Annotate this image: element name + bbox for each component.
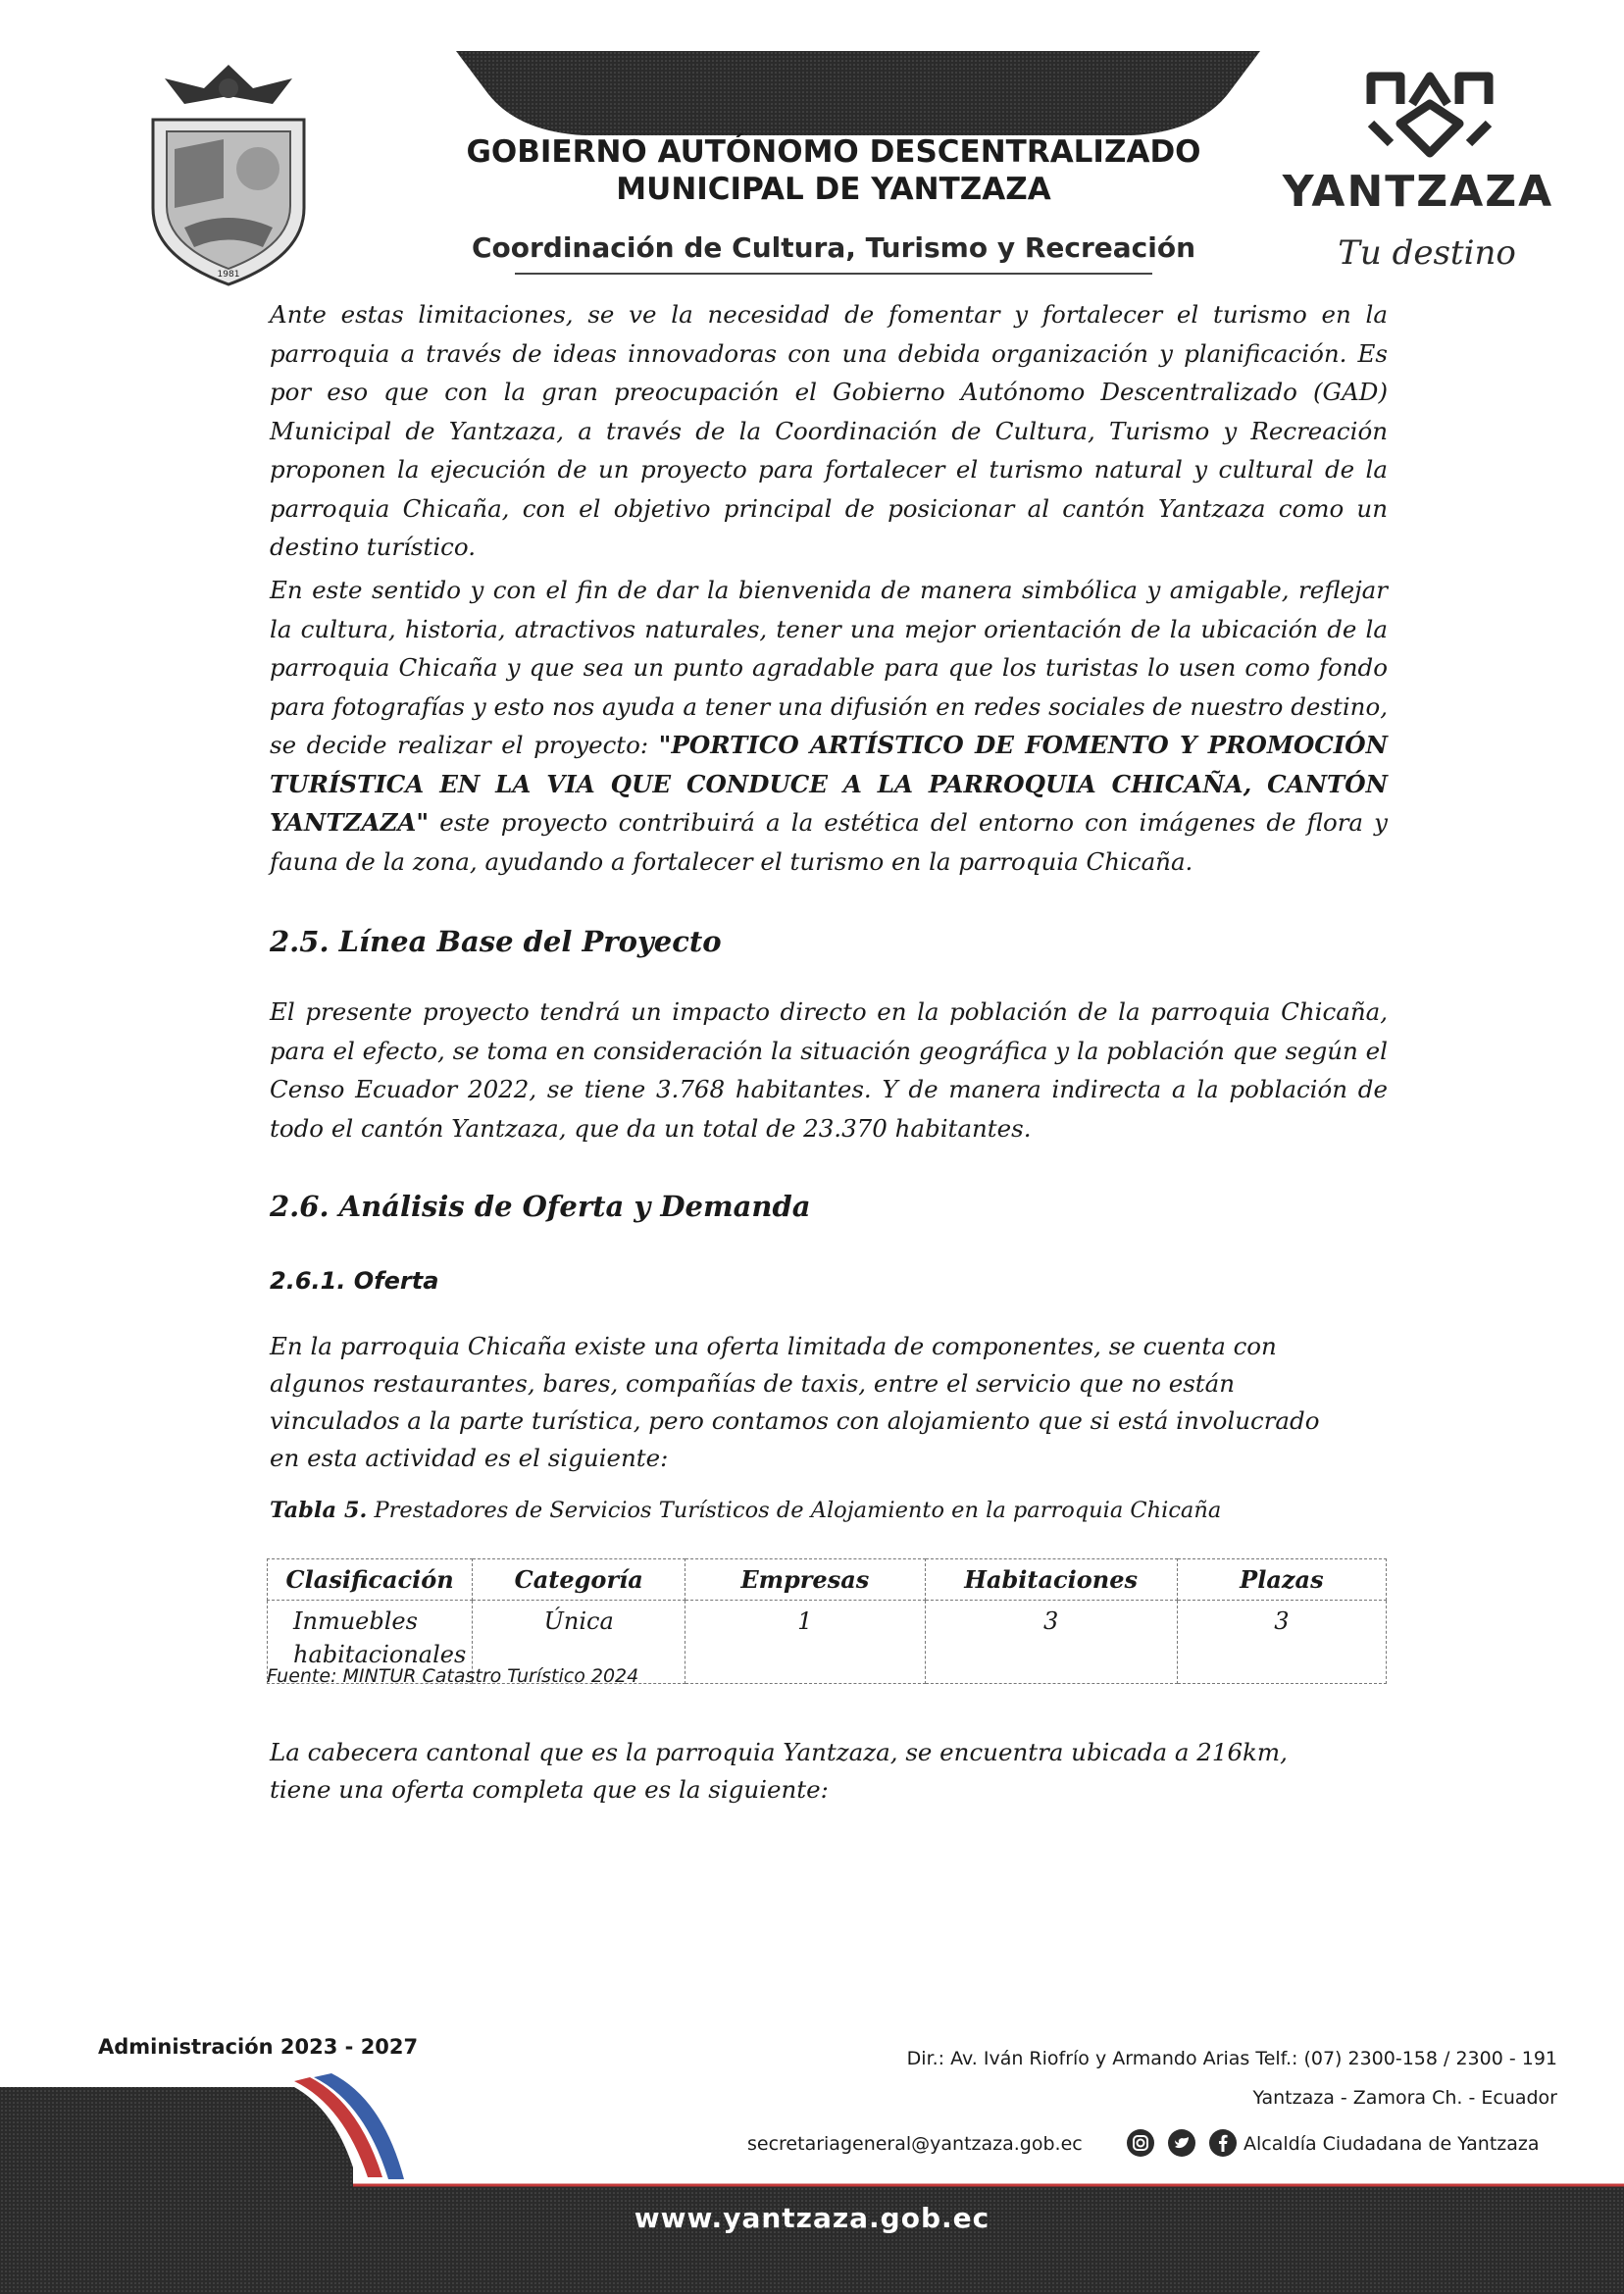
- facebook-icon[interactable]: [1208, 2128, 1238, 2158]
- header-underline: [515, 273, 1152, 275]
- footer-social-handle[interactable]: Alcaldía Ciudadana de Yantzaza: [1243, 2133, 1540, 2155]
- yantzaza-brand-icon: [1361, 65, 1498, 163]
- header-title-line2: MUNICIPAL DE YANTZAZA: [616, 172, 1051, 207]
- section-heading-2-6-1: 2.6.1. Oferta: [270, 1267, 439, 1295]
- paragraph-intro: Ante estas limitaciones, se ve la necesidad de fomentar y fortalecer el turismo en la parroquia a través de ideas innovadoras con una debida organización y planificación. Es por eso que con la gran preocupación el Gobierno Autónomo Descentralizado (GAD) Municipal de Yantzaza, a través de la Coordinación de Cultura, Turismo y Recreación proponen la ejecución de un proyecto para fortalecer el turismo natural y cultural de la parroquia Chicaña, con el objetivo principal de posicionar al cantón Yantzaza como un destino turístico.: [270, 300, 1388, 561]
- brand-wordmark: YANTZAZA: [1282, 167, 1554, 217]
- table-header-row: [268, 1559, 1387, 1601]
- table-cell-text: habitacionales: [293, 1641, 467, 1668]
- section-heading-2-5: 2.5. Línea Base del Proyecto: [270, 925, 722, 958]
- paragraph-cabecera: La cabecera cantonal que es la parroquia Yantzaza, se encuentra ubicada a 216km, tiene una oferta completa que es la siguiente:: [270, 1738, 1288, 1804]
- footer-website-link[interactable]: www.yantzaza.gob.ec: [634, 2202, 990, 2234]
- table-caption-text: Prestadores de Servicios Turísticos de Alojamiento en la parroquia Chicaña: [367, 1498, 1222, 1523]
- paragraph-project-text-end: este proyecto contribuirá a la estética del entorno con imágenes de flora y fauna de la zona, ayudando a fortalecer el turismo en la parroquia Chicaña.: [270, 808, 1388, 876]
- table-caption-label: Tabla 5.: [270, 1498, 368, 1523]
- table-header-cell: Clasificación: [268, 1559, 473, 1601]
- header-title: [422, 133, 1245, 208]
- project-title-bold: "PORTICO ARTÍSTICO DE FOMENTO Y PROMOCIÓN TURÍSTICA EN LA VIA QUE CONDUCE A LA PARROQUIA CHICAÑA, CANTÓN YANTZAZA": [270, 731, 1388, 837]
- instagram-icon[interactable]: [1126, 2128, 1155, 2158]
- header-subtitle: Coordinación de Cultura, Turismo y Recreación: [471, 231, 1196, 264]
- table-header-cell: Plazas: [1177, 1559, 1386, 1601]
- footer-email-link[interactable]: secretariageneral@yantzaza.gob.ec: [747, 2133, 1083, 2155]
- table-cell-text: Inmuebles: [293, 1607, 418, 1635]
- table-caption: [270, 1498, 1221, 1523]
- brand-tagline: Tu destino: [1338, 233, 1516, 273]
- table-cell-categoria: Única: [473, 1601, 685, 1684]
- table-cell-habitaciones: 3: [925, 1601, 1177, 1684]
- section-heading-2-6: 2.6. Análisis de Oferta y Demanda: [270, 1190, 811, 1223]
- table-cell-plazas: 3: [1177, 1601, 1386, 1684]
- footer-address: Dir.: Av. Iván Riofrío y Armando Arias Telf.: (07) 2300-158 / 2300 - 191: [906, 2048, 1557, 2069]
- table-cell-empresas: 1: [685, 1601, 925, 1684]
- paragraph-baseline: El presente proyecto tendrá un impacto directo en la población de la parroquia Chicaña, para el efecto, se toma en consideración la situación geográfica y la población que según el Censo Ecuador 2022, se tiene 3.768 habitantes. Y de manera indirecta a la población de todo el cantón Yantzaza, que da un total de 23.370 habitantes.: [270, 997, 1388, 1143]
- table-header-cell: Empresas: [685, 1559, 925, 1601]
- header-title-line1: GOBIERNO AUTÓNOMO DESCENTRALIZADO: [466, 134, 1201, 170]
- administration-period: Administración 2023 - 2027: [98, 2035, 419, 2059]
- table-source-note: Fuente: MINTUR Catastro Turístico 2024: [267, 1665, 639, 1687]
- paragraph-project-text-start: En este sentido y con el fin de dar la bienvenida de manera simbólica y amigable, reflejar la cultura, historia, atractivos naturales, tener una mejor orientación de la ubicación de la parroquia Chicaña y que sea un punto agradable para que los turistas lo usen como fondo para fotografías y esto nos ayuda a tener una difusión en redes sociales de nuestro destino, se decide realizar el proyecto:: [270, 576, 1388, 759]
- table-header-cell: Categoría: [473, 1559, 685, 1601]
- municipal-crest-logo: [145, 61, 312, 288]
- footer-city: Yantzaza - Zamora Ch. - Ecuador: [1252, 2087, 1557, 2109]
- paragraph-offer: En la parroquia Chicaña existe una oferta limitada de componentes, se cuenta con algunos restaurantes, bares, compañías de taxis, entre el servicio que no están vinculados a la parte turística, pero contamos con alojamiento que si está involucrado en esta actividad es el siguiente:: [270, 1332, 1320, 1472]
- twitter-icon[interactable]: [1167, 2128, 1196, 2158]
- table-header-cell: Habitaciones: [925, 1559, 1177, 1601]
- svg-text:1981: 1981: [217, 270, 240, 280]
- paragraph-project: [270, 571, 1388, 881]
